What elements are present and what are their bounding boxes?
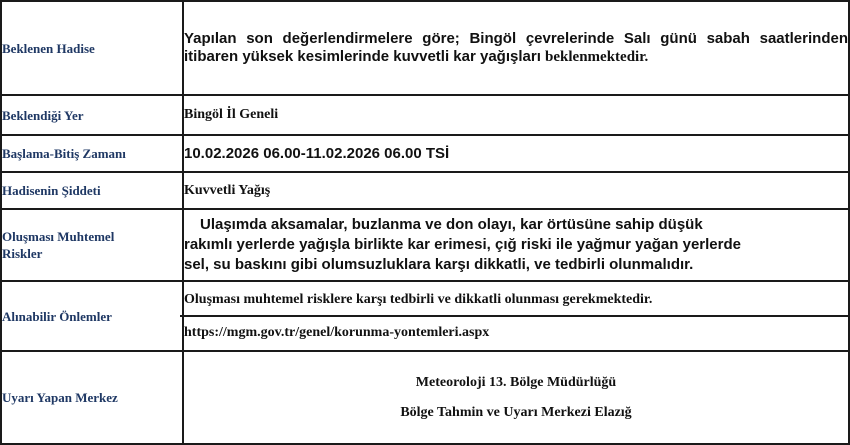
table-row-possible-risks — [1, 209, 849, 281]
label-issuing-center: Uyarı Yapan Merkez — [1, 351, 183, 444]
label-expected-event: Beklenen Hadise — [1, 1, 183, 95]
label-possible-risks — [1, 209, 183, 281]
label-possible-risks-line1: Oluşması Muhtemel — [2, 229, 115, 244]
value-expected-event — [183, 1, 849, 95]
value-issuing-center — [183, 351, 849, 444]
table-row-expected-place — [1, 95, 849, 135]
precautions-text: Oluşması muhtemel risklere karşı tedbirli ve dikkatli olunması gerekmektedir. — [184, 291, 653, 307]
value-precautions — [183, 281, 849, 351]
table-row-expected-event — [1, 1, 849, 95]
expected-event-text-end: beklenmektedir. — [545, 49, 649, 65]
value-start-end-time: 10.02.2026 06.00-11.02.2026 06.00 TSİ — [183, 135, 849, 172]
risk-line-2: rakımlı yerlerde yağışla birlikte kar erimesi, çığ riski ile yağmur yağan yerlerde — [184, 236, 741, 253]
label-severity: Hadisenin Şiddeti — [1, 172, 183, 209]
issuing-center-line1: Meteoroloji 13. Bölge Müdürlüğü — [415, 374, 617, 390]
risk-line-1: Ulaşımda aksamalar, buzlanma ve don olayı, kar örtüsüne sahip düşük — [200, 216, 703, 233]
issuing-center-line2: Bölge Tahmin ve Uyarı Merkezi Elazığ — [400, 404, 632, 420]
label-start-end-time: Başlama-Bitiş Zamanı — [1, 135, 183, 172]
precautions-link[interactable]: https://mgm.gov.tr/genel/korunma-yontemleri.aspx — [180, 315, 848, 349]
table-row-start-end-time — [1, 135, 849, 172]
label-expected-place: Beklendiği Yer — [1, 95, 183, 135]
expected-event-text: Yapılan son değerlendirmelere göre; Bingöl çevrelerinde Salı günü sabah saatlerinden itibaren yüksek kesimlerinde kuvvetli kar yağışları — [184, 30, 848, 65]
table-row-issuing-center — [1, 351, 849, 444]
table-row-severity — [1, 172, 849, 209]
value-possible-risks — [183, 209, 849, 281]
label-precautions: Alınabilir Önlemler — [1, 281, 183, 351]
label-possible-risks-line2: Riskler — [2, 246, 43, 261]
value-severity: Kuvvetli Yağış — [183, 172, 849, 209]
risk-line-3: sel, su baskını gibi olumsuzluklara karşı dikkatli, ve tedbirli olunmalıdır. — [184, 256, 694, 273]
table-row-precautions — [1, 281, 849, 351]
value-expected-place: Bingöl İl Geneli — [183, 95, 849, 135]
